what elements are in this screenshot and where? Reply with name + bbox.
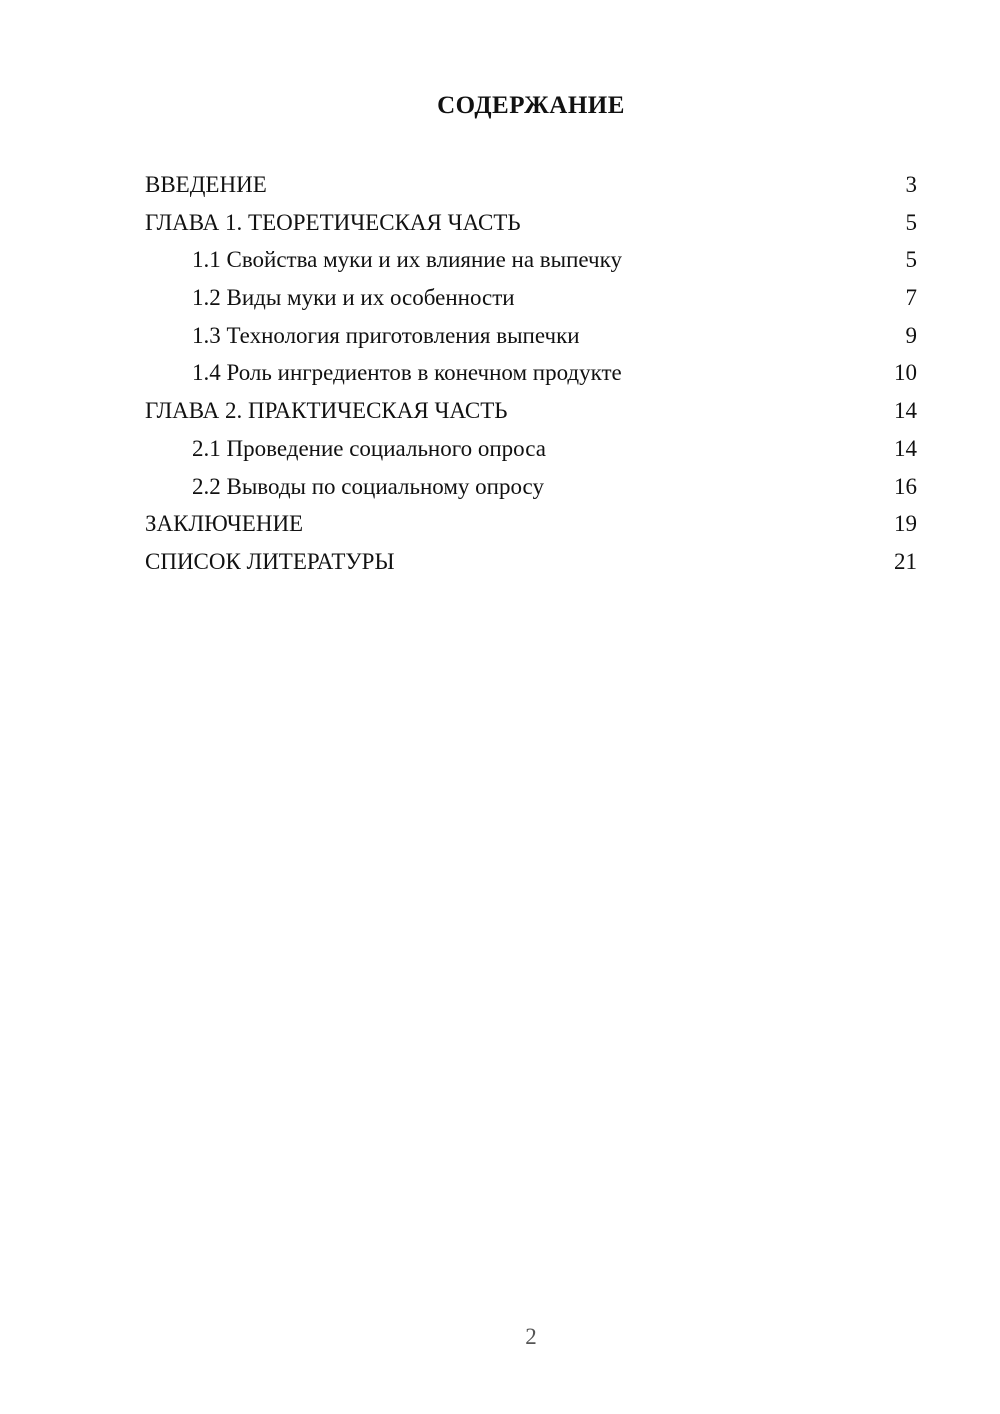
toc-entry-2-1: [145, 430, 917, 468]
toc-entry-1-4: [145, 354, 917, 392]
toc-entry-label: ГЛАВА 2. ПРАКТИЧЕСКАЯ ЧАСТЬ: [145, 398, 508, 424]
toc-entry-label: ГЛАВА 1. ТЕОРЕТИЧЕСКАЯ ЧАСТЬ: [145, 209, 521, 235]
toc-entry-page-number: 5: [905, 209, 917, 235]
toc-entry-page-number: 14: [894, 398, 917, 424]
toc-entry-label: 1.3 Технология приготовления выпечки: [192, 322, 580, 348]
table-of-contents: [145, 166, 917, 581]
toc-entry-1-1: [145, 241, 917, 279]
toc-entry-1-3: [145, 317, 917, 355]
toc-entry-page-number: 3: [905, 172, 917, 197]
toc-entry-page-number: 16: [894, 473, 917, 499]
toc-entry-page-number: 10: [894, 360, 917, 386]
toc-entry-label: 1.4 Роль ингредиентов в конечном продукте: [192, 360, 622, 386]
toc-entry-label: 2.2 Выводы по социальному опросу: [192, 473, 544, 499]
toc-entry-label: ВВЕДЕНИЕ: [145, 172, 267, 197]
footer-page-number: 2: [525, 1324, 537, 1349]
toc-entry-1-2: [145, 279, 917, 317]
toc-entry-page-number: 19: [894, 511, 917, 537]
toc-entry-glava-1: [145, 204, 917, 242]
toc-entry-label: ЗАКЛЮЧЕНИЕ: [145, 511, 304, 537]
toc-entry-label: 2.1 Проведение социального опроса: [192, 435, 546, 461]
toc-entry-label: 1.2 Виды муки и их особенности: [192, 285, 515, 311]
toc-entry-vvedenie: [145, 166, 917, 204]
toc-entry-page-number: 7: [905, 285, 917, 311]
toc-entry-glava-2: [145, 392, 917, 430]
toc-entry-2-2: [145, 468, 917, 506]
toc-entry-label: 1.1 Свойства муки и их влияние на выпечку: [192, 247, 622, 273]
toc-entry-page-number: 14: [894, 435, 917, 461]
toc-entry-zaklyuchenie: [145, 505, 917, 543]
toc-entry-page-number: 5: [905, 247, 917, 273]
page-title: СОДЕРЖАНИЕ: [437, 92, 625, 119]
toc-entry-label: СПИСОК ЛИТЕРАТУРЫ: [145, 548, 395, 574]
toc-entry-page-number: 9: [905, 322, 917, 348]
toc-entry-spisok-literatury: [145, 543, 917, 581]
toc-entry-page-number: 21: [894, 548, 917, 574]
